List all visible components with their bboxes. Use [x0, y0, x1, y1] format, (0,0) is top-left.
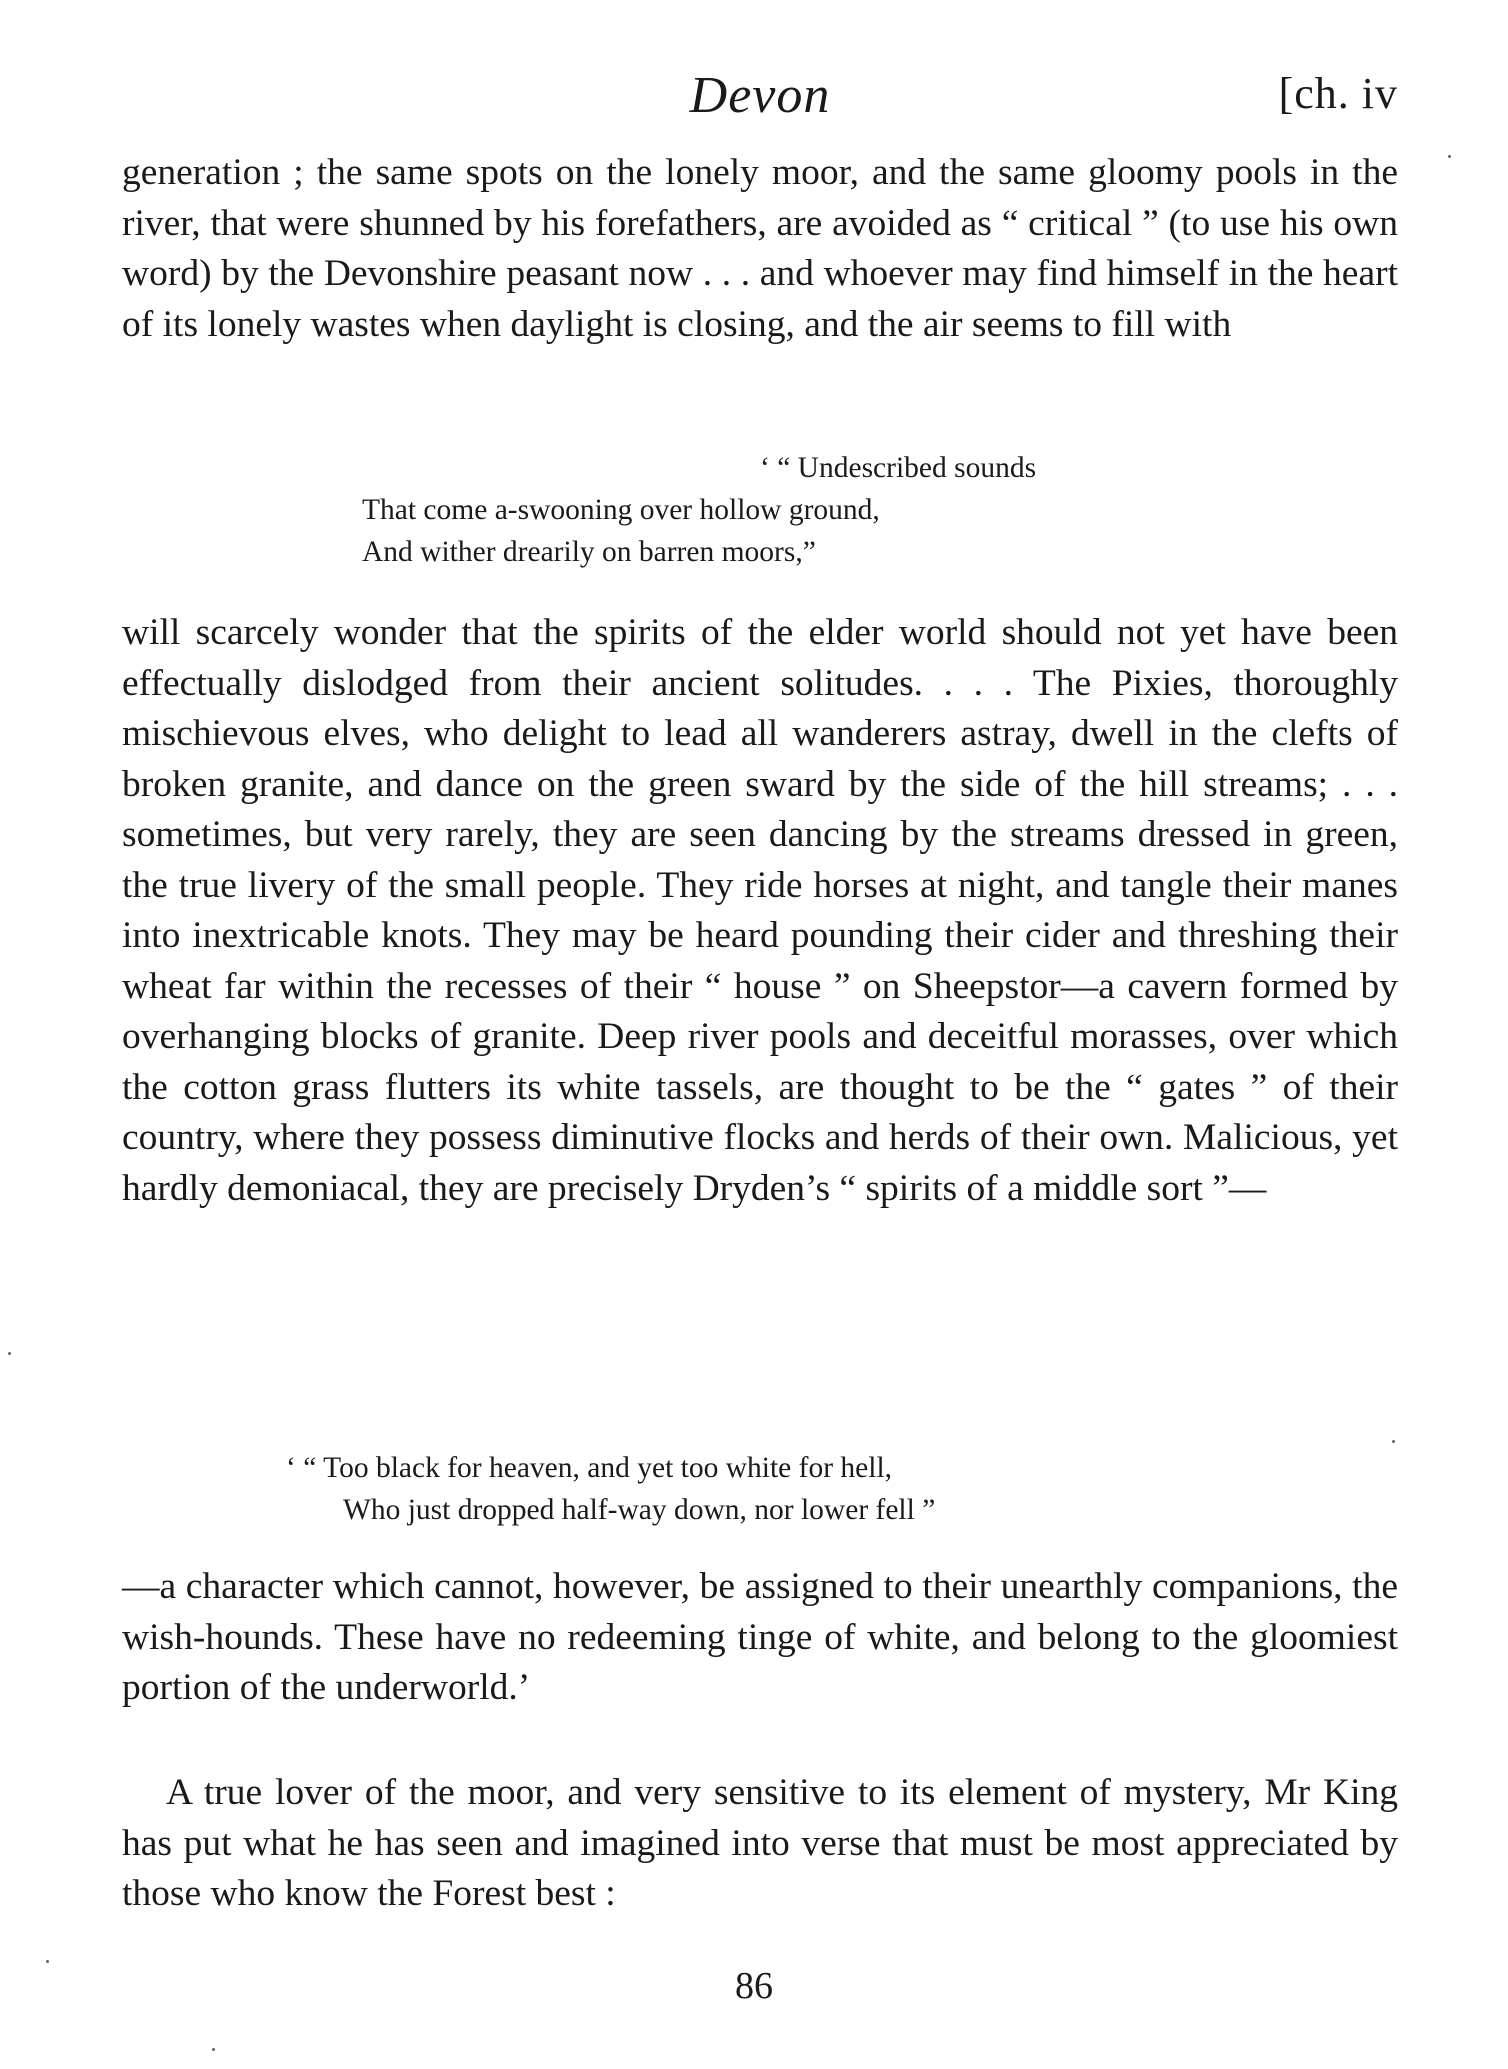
- verse-1-line-1: ‘ “ Undescribed sounds: [760, 452, 1037, 484]
- verse-2-line-1: ‘ “ Too black for heaven, and yet too white for hell,: [286, 1452, 893, 1484]
- paragraph-3: —a character which cannot, however, be assigned to their unearthly companions, the wish-hounds. These have no redeeming tinge of white, and belong to the gloomiest portion of the underworld.’: [122, 1566, 1398, 1708]
- running-title: Devon: [689, 67, 831, 124]
- verse-1-line-2: That come a-swooning over hollow ground,: [362, 494, 880, 526]
- paragraph-1: generation ; the same spots on the lonely moor, and the same gloomy pools in the river, that were shunned by his forefathers, are avoided as “ critical ” (to use his own word) by the Devonshire peasant now . . . and whoever may find himself in the heart of its lonely wastes when daylight is closing, and the air seems to fill with: [122, 152, 1398, 345]
- verse-2-line-2: Who just dropped half-way down, nor lower fell ”: [343, 1494, 936, 1526]
- scan-speck: [1392, 1440, 1395, 1443]
- verse-1-line-3: And wither drearily on barren moors,”: [362, 536, 816, 568]
- paragraph-mr-king: [122, 1768, 1398, 1920]
- paragraph-4: A true lover of the moor, and very sensitive to its element of mystery, Mr King has put what he has seen and imagined into verse that must be most appreciated by those who know the Forest best :: [122, 1772, 1398, 1914]
- scan-speck: [212, 2048, 215, 2051]
- page-number: 86: [735, 1965, 773, 2007]
- scan-speck: [46, 1960, 49, 1963]
- scan-speck: [8, 1352, 11, 1355]
- paragraph-pixies: [122, 608, 1398, 1214]
- paragraph-2: will scarcely wonder that the spirits of the elder world should not yet have been effectually dislodged from their ancient solitudes. . . . The Pixies, thoroughly mischievous elves, who delight to lead all wanderers astray, dwell in the clefts of broken granite, and dance on the green sward by the side of the hill streams; . . . sometimes, but very rarely, they are seen dancing by the streams dressed in green, the true livery of the small people. They ride horses at night, and tangle their manes into inextricable knots. They may be heard pounding their cider and threshing their wheat far within the recesses of their “ house ” on Sheepstor—a cavern formed by overhanging blocks of granite. Deep river pools and deceitful morasses, over which the cotton grass flutters its white tassels, are thought to be the “ gates ” of their country, where they possess diminutive flocks and herds of their own. Malicious, yet hardly demoniacal, they are precisely Dryden’s “ spirits of a middle sort ”—: [122, 612, 1398, 1209]
- running-head: [122, 66, 1398, 146]
- chapter-marker: [ch. iv: [1278, 69, 1398, 118]
- paragraph-continuation: [122, 148, 1398, 350]
- paragraph-wish-hounds: [122, 1562, 1398, 1714]
- scan-speck: [1448, 155, 1451, 158]
